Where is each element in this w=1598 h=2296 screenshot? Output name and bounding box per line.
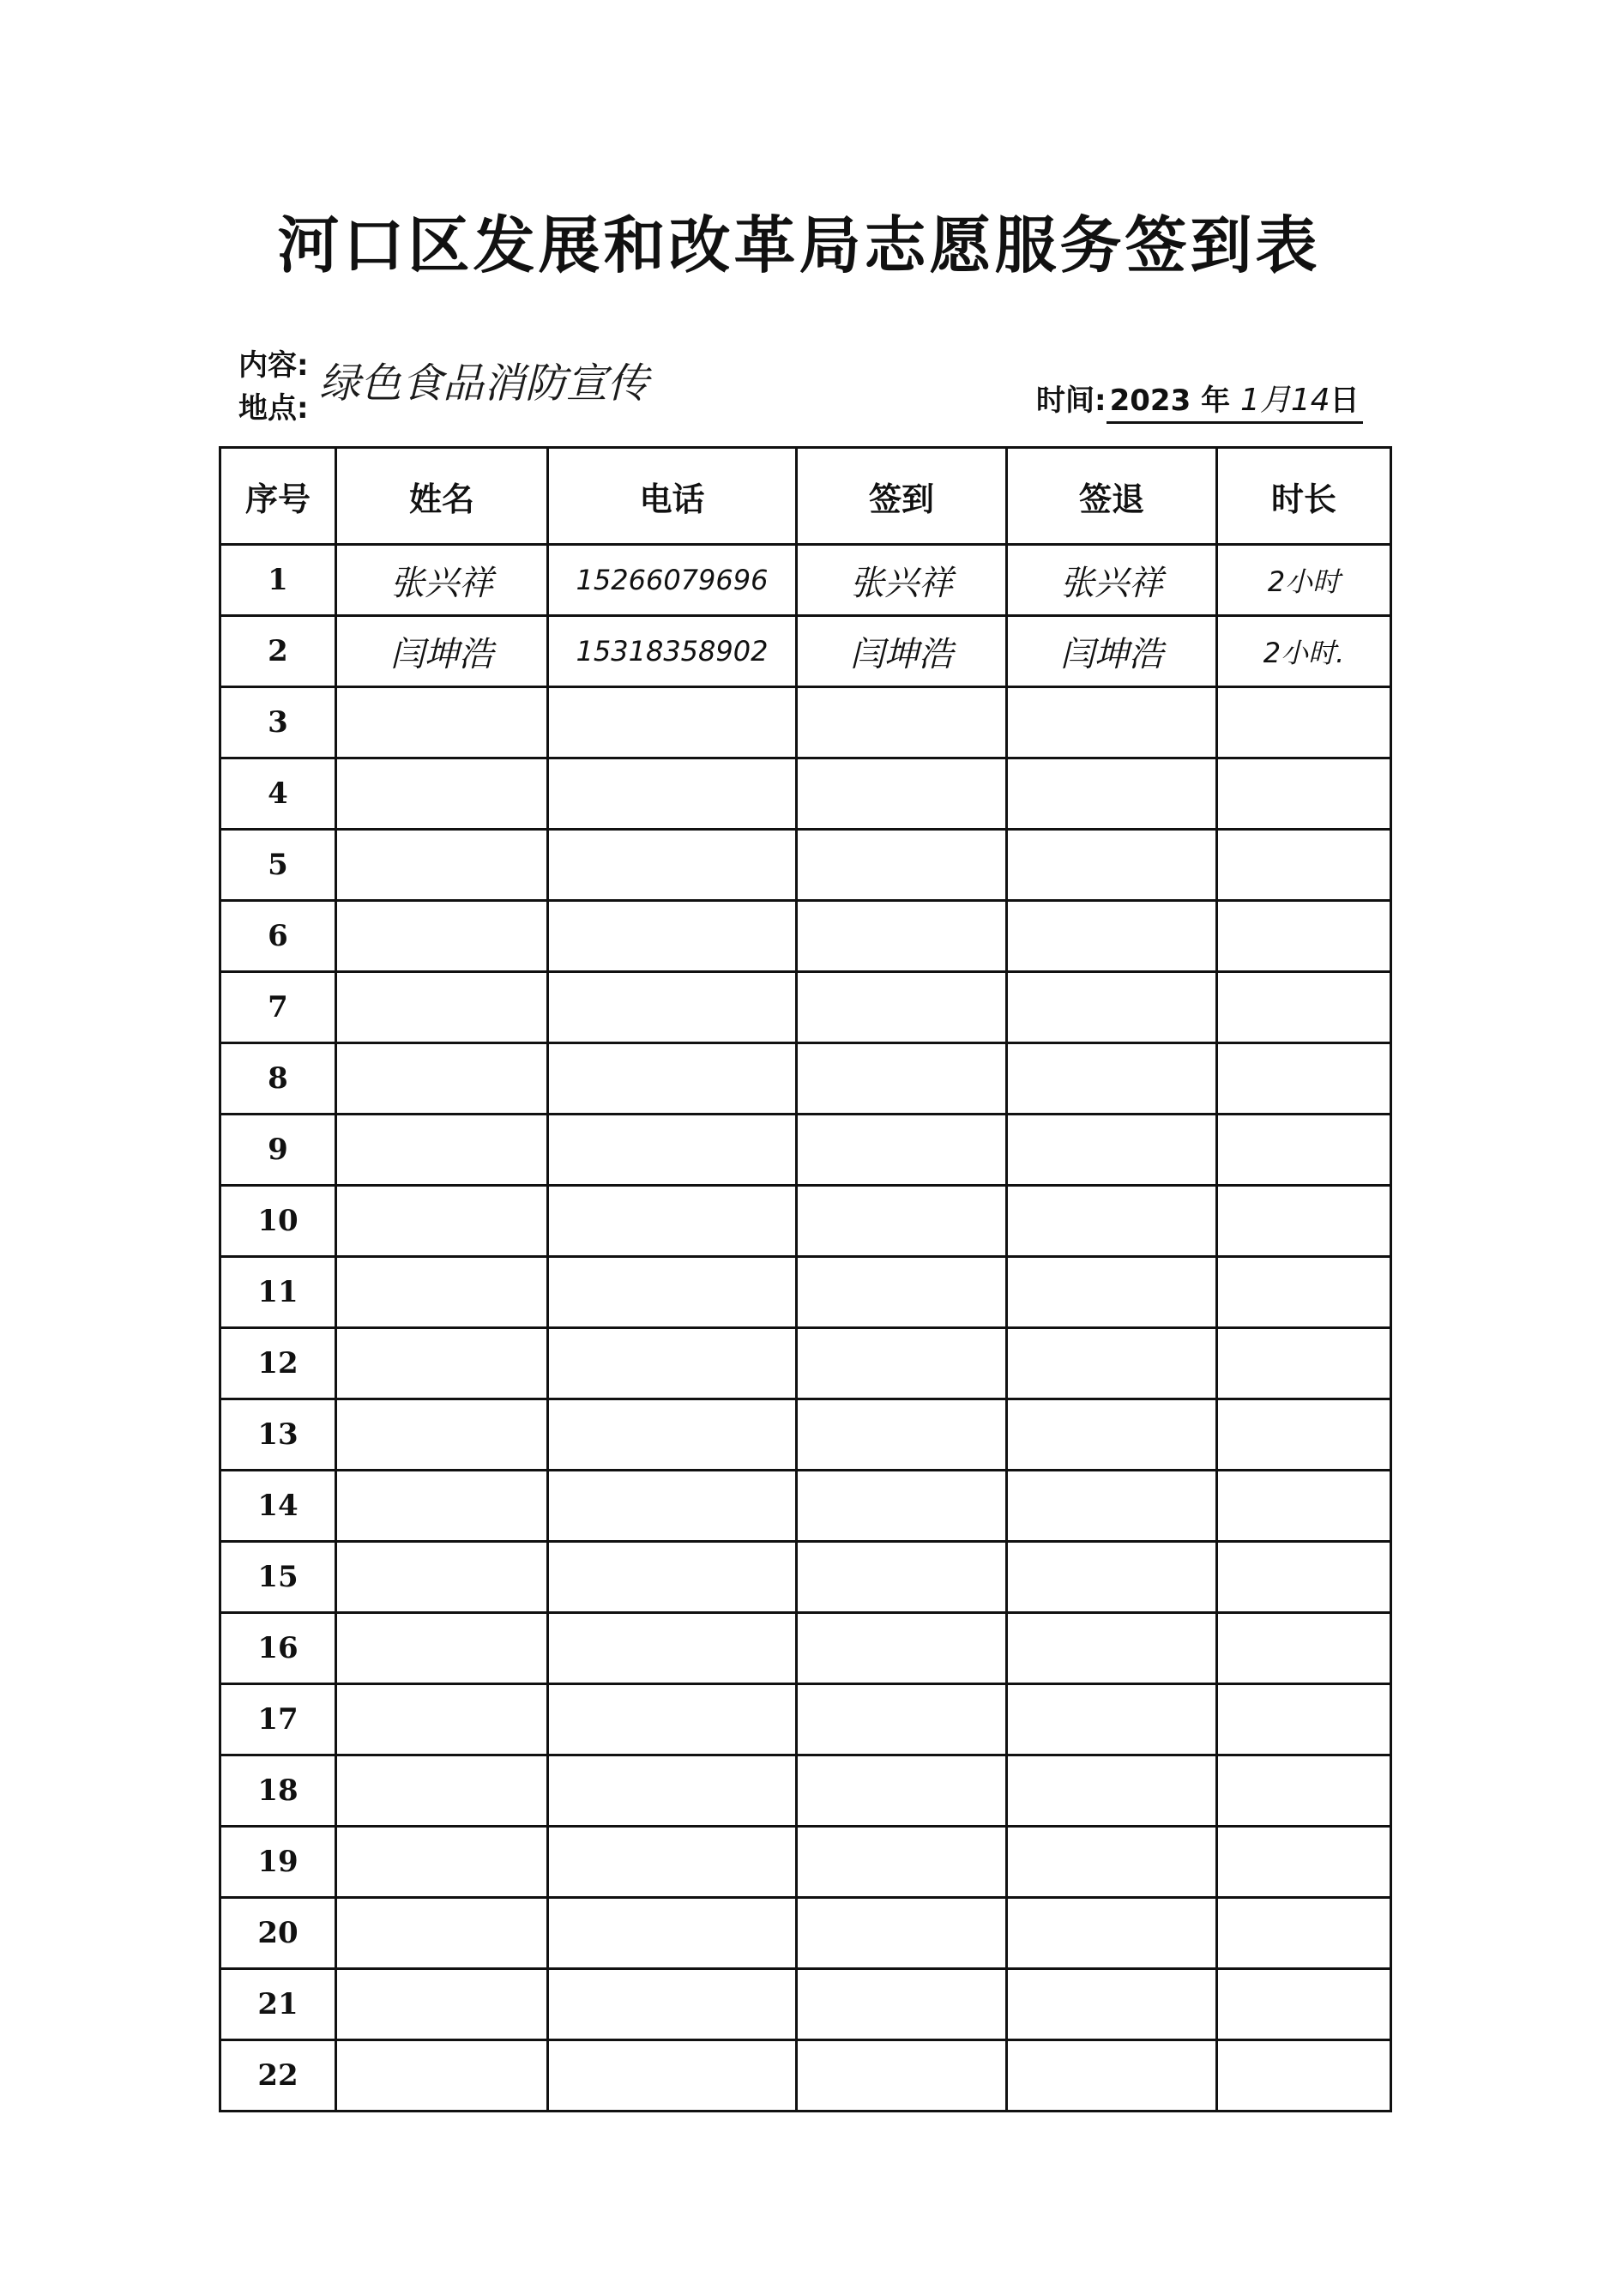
cell-phone <box>548 1043 797 1115</box>
cell-sign-out <box>1007 1186 1217 1257</box>
cell-name <box>336 1827 548 1898</box>
row-index: 11 <box>220 1257 336 1328</box>
cell-duration <box>1217 758 1391 830</box>
cell-phone <box>548 1115 797 1186</box>
cell-phone <box>548 1471 797 1542</box>
date-field <box>1036 376 1363 424</box>
row-index: 5 <box>220 830 336 901</box>
cell-name <box>336 1969 548 2040</box>
cell-name <box>336 1542 548 1613</box>
header-phone: 电话 <box>548 448 797 545</box>
row-index: 12 <box>220 1328 336 1399</box>
cell-phone <box>548 1399 797 1471</box>
table-row <box>220 830 1391 901</box>
cell-duration <box>1217 1613 1391 1684</box>
cell-name <box>336 972 548 1043</box>
cell-duration <box>1217 1328 1391 1399</box>
table-row <box>220 1471 1391 1542</box>
cell-sign-out <box>1007 1043 1217 1115</box>
cell-sign-out: 张兴祥 <box>1007 545 1217 616</box>
cell-duration <box>1217 1257 1391 1328</box>
cell-name <box>336 1471 548 1542</box>
cell-duration <box>1217 1186 1391 1257</box>
cell-phone <box>548 1969 797 2040</box>
table-row <box>220 1542 1391 1613</box>
cell-sign-in <box>797 1827 1007 1898</box>
date-day-unit: 日 <box>1330 384 1360 418</box>
cell-duration <box>1217 687 1391 758</box>
cell-sign-out <box>1007 1115 1217 1186</box>
cell-sign-in <box>797 1328 1007 1399</box>
cell-phone <box>548 1542 797 1613</box>
cell-name <box>336 1043 548 1115</box>
cell-phone <box>548 687 797 758</box>
cell-sign-out <box>1007 1542 1217 1613</box>
row-index: 13 <box>220 1399 336 1471</box>
cell-sign-in <box>797 1115 1007 1186</box>
cell-duration: 2小时. <box>1217 616 1391 687</box>
row-index: 20 <box>220 1898 336 1969</box>
cell-sign-in <box>797 901 1007 972</box>
cell-sign-in <box>797 1542 1007 1613</box>
row-index: 7 <box>220 972 336 1043</box>
row-index: 22 <box>220 2040 336 2112</box>
cell-duration <box>1217 1898 1391 1969</box>
cell-phone <box>548 2040 797 2112</box>
cell-name <box>336 1257 548 1328</box>
cell-duration <box>1217 1969 1391 2040</box>
cell-duration <box>1217 1684 1391 1755</box>
cell-sign-out <box>1007 1969 1217 2040</box>
cell-name: 张兴祥 <box>336 545 548 616</box>
table-row <box>220 1969 1391 2040</box>
cell-name <box>336 687 548 758</box>
content-label: 内容: <box>238 348 309 383</box>
cell-name <box>336 1755 548 1827</box>
cell-sign-in <box>797 1898 1007 1969</box>
row-index: 4 <box>220 758 336 830</box>
table-row <box>220 1684 1391 1755</box>
cell-duration <box>1217 1043 1391 1115</box>
cell-phone <box>548 972 797 1043</box>
table-row <box>220 687 1391 758</box>
table-row <box>220 545 1391 616</box>
cell-sign-in <box>797 972 1007 1043</box>
cell-phone <box>548 758 797 830</box>
cell-duration <box>1217 1399 1391 1471</box>
table-row <box>220 2040 1391 2112</box>
cell-phone: 15266079696 <box>548 545 797 616</box>
row-index: 8 <box>220 1043 336 1115</box>
table-row <box>220 1399 1391 1471</box>
cell-name <box>336 1898 548 1969</box>
header-sign-out: 签退 <box>1007 448 1217 545</box>
cell-phone <box>548 901 797 972</box>
cell-name <box>336 758 548 830</box>
page-title: 河口区发展和改革局志愿服务签到表 <box>277 209 1321 281</box>
cell-sign-out <box>1007 1827 1217 1898</box>
cell-name: 闫坤浩 <box>336 616 548 687</box>
row-index: 16 <box>220 1613 336 1684</box>
cell-name <box>336 1399 548 1471</box>
cell-phone <box>548 1257 797 1328</box>
cell-duration <box>1217 972 1391 1043</box>
header-index: 序号 <box>220 448 336 545</box>
table-row <box>220 1898 1391 1969</box>
table-row <box>220 1755 1391 1827</box>
cell-sign-in: 张兴祥 <box>797 545 1007 616</box>
table-row <box>220 758 1391 830</box>
cell-name <box>336 901 548 972</box>
cell-sign-out <box>1007 1613 1217 1684</box>
cell-sign-in <box>797 1399 1007 1471</box>
content-handwriting: 绿色食品消防宣传 <box>319 360 649 408</box>
table-header-row <box>220 448 1391 545</box>
cell-duration <box>1217 830 1391 901</box>
row-index: 17 <box>220 1684 336 1755</box>
row-index: 21 <box>220 1969 336 2040</box>
cell-duration <box>1217 1471 1391 1542</box>
cell-sign-in <box>797 1043 1007 1115</box>
cell-sign-out: 闫坤浩 <box>1007 616 1217 687</box>
date-year-unit: 年 <box>1201 384 1231 418</box>
row-index: 1 <box>220 545 336 616</box>
cell-sign-out <box>1007 1684 1217 1755</box>
cell-sign-in <box>797 830 1007 901</box>
cell-duration <box>1217 1115 1391 1186</box>
place-label: 地点: <box>238 391 309 426</box>
date-year: 2023 <box>1109 384 1191 418</box>
row-index: 6 <box>220 901 336 972</box>
cell-sign-out <box>1007 687 1217 758</box>
cell-phone <box>548 1613 797 1684</box>
row-index: 15 <box>220 1542 336 1613</box>
cell-duration: 2小时 <box>1217 545 1391 616</box>
cell-sign-out <box>1007 1755 1217 1827</box>
cell-sign-in <box>797 1186 1007 1257</box>
table-row <box>220 1827 1391 1898</box>
cell-phone <box>548 1827 797 1898</box>
time-label: 时间: <box>1036 384 1107 418</box>
cell-phone <box>548 1684 797 1755</box>
cell-sign-in <box>797 1969 1007 2040</box>
table-row <box>220 1043 1391 1115</box>
cell-duration <box>1217 2040 1391 2112</box>
cell-sign-in <box>797 1613 1007 1684</box>
cell-sign-out <box>1007 2040 1217 2112</box>
cell-phone <box>548 1755 797 1827</box>
cell-sign-out <box>1007 1257 1217 1328</box>
header-sign-in: 签到 <box>797 448 1007 545</box>
cell-name <box>336 1186 548 1257</box>
cell-sign-out <box>1007 1898 1217 1969</box>
header-name: 姓名 <box>336 448 548 545</box>
cell-sign-out <box>1007 758 1217 830</box>
cell-phone <box>548 830 797 901</box>
cell-sign-out <box>1007 1328 1217 1399</box>
row-index: 2 <box>220 616 336 687</box>
cell-sign-out <box>1007 1471 1217 1542</box>
cell-sign-out <box>1007 830 1217 901</box>
table-row <box>220 1186 1391 1257</box>
table-row <box>220 1257 1391 1328</box>
row-index: 3 <box>220 687 336 758</box>
cell-name <box>336 1328 548 1399</box>
cell-sign-in <box>797 1755 1007 1827</box>
cell-phone <box>548 1186 797 1257</box>
cell-sign-in: 闫坤浩 <box>797 616 1007 687</box>
table-row <box>220 901 1391 972</box>
cell-name <box>336 830 548 901</box>
cell-phone: 15318358902 <box>548 616 797 687</box>
cell-name <box>336 2040 548 2112</box>
date-value <box>1107 376 1363 424</box>
cell-duration <box>1217 1755 1391 1827</box>
table-row <box>220 1328 1391 1399</box>
cell-sign-in <box>797 2040 1007 2112</box>
row-index: 10 <box>220 1186 336 1257</box>
date-month-day: 1月14 <box>1239 383 1330 418</box>
row-index: 19 <box>220 1827 336 1898</box>
cell-sign-in <box>797 1257 1007 1328</box>
cell-phone <box>548 1328 797 1399</box>
table-row <box>220 972 1391 1043</box>
cell-sign-in <box>797 758 1007 830</box>
cell-duration <box>1217 1827 1391 1898</box>
cell-duration <box>1217 901 1391 972</box>
row-index: 14 <box>220 1471 336 1542</box>
signin-table <box>219 446 1392 2112</box>
cell-sign-in <box>797 1684 1007 1755</box>
cell-sign-in <box>797 687 1007 758</box>
table-row <box>220 1115 1391 1186</box>
header-duration: 时长 <box>1217 448 1391 545</box>
row-index: 18 <box>220 1755 336 1827</box>
cell-sign-out <box>1007 972 1217 1043</box>
row-index: 9 <box>220 1115 336 1186</box>
cell-name <box>336 1684 548 1755</box>
cell-name <box>336 1613 548 1684</box>
cell-duration <box>1217 1542 1391 1613</box>
cell-sign-out <box>1007 1399 1217 1471</box>
cell-sign-out <box>1007 901 1217 972</box>
table-row <box>220 1613 1391 1684</box>
cell-phone <box>548 1898 797 1969</box>
table-row <box>220 616 1391 687</box>
cell-sign-in <box>797 1471 1007 1542</box>
cell-name <box>336 1115 548 1186</box>
